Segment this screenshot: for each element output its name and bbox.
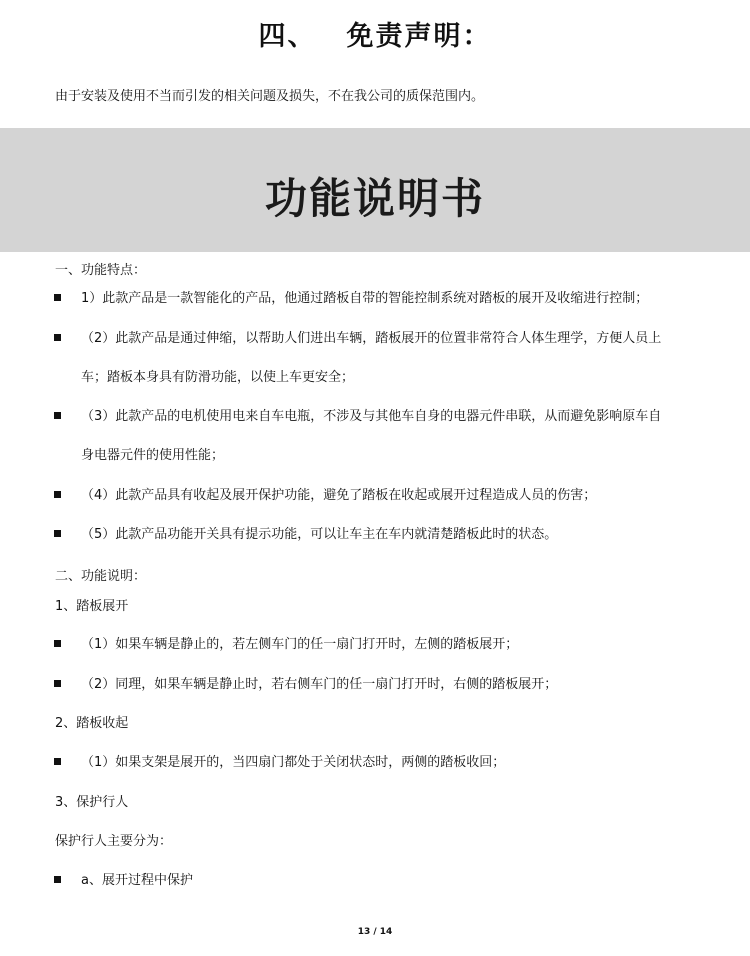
bullet-icon <box>54 294 61 301</box>
sub2-title: 2、踏板收起 <box>55 716 129 731</box>
bullet-icon <box>54 758 61 765</box>
bullet-icon <box>54 876 61 883</box>
section-heading: 免责声明： <box>346 21 492 52</box>
section-title <box>0 14 750 53</box>
page-number: 13 / 14 <box>357 927 393 937</box>
sub3-item-1: a、展开过程中保护 <box>81 873 193 888</box>
feature-item-2-cont: 车；踏板本身具有防滑功能，以使上车更安全； <box>81 370 355 385</box>
sub2-item-1: （1）如果支架是展开的，当四扇门都处于关闭状态时，两侧的踏板收回； <box>81 755 506 770</box>
sub1-item-1: （1）如果车辆是静止的，若左侧车门的任一扇门打开时，左侧的踏板展开； <box>81 637 519 652</box>
sub1-item-2: （2）同理，如果车辆是静止时，若右侧车门的任一扇门打开时，右侧的踏板展开； <box>81 677 558 692</box>
sub3-intro: 保护行人主要分为： <box>55 834 173 849</box>
bullet-icon <box>54 640 61 647</box>
bullet-icon <box>54 334 61 341</box>
bullet-icon <box>54 412 61 419</box>
sub3-title: 3、保护行人 <box>55 795 129 810</box>
bullet-icon <box>54 680 61 687</box>
bullet-icon <box>54 491 61 498</box>
part2-heading: 二、功能说明： <box>55 569 147 584</box>
sub1-title: 1、踏板展开 <box>55 599 129 614</box>
feature-item-3-cont: 身电器元件的使用性能； <box>81 448 225 463</box>
part1-heading: 一、功能特点： <box>55 263 147 278</box>
feature-item-1: 1）此款产品是一款智能化的产品，他通过踏板自带的智能控制系统对踏板的展开及收缩进行控制； <box>81 291 649 306</box>
feature-item-4: （4）此款产品具有收起及展开保护功能，避免了踏板在收起或展开过程造成人员的伤害； <box>81 488 597 503</box>
feature-item-2: （2）此款产品是通过伸缩，以帮助人们进出车辆，踏板展开的位置非常符合人体生理学，方便人员上 <box>81 331 662 346</box>
document-title: 功能说明书 <box>264 174 485 223</box>
bullet-icon <box>54 530 61 537</box>
feature-item-3: （3）此款产品的电机使用电来自车电瓶，不涉及与其他车自身的电器元件串联，从而避免影响原车自 <box>81 409 662 424</box>
disclaimer-text: 由于安装及使用不当而引发的相关问题及损失，不在我公司的质保范围内。 <box>55 89 485 104</box>
feature-item-5: （5）此款产品功能开关具有提示功能，可以让车主在车内就清楚踏板此时的状态。 <box>81 527 558 542</box>
section-number: 四、 <box>258 21 317 52</box>
